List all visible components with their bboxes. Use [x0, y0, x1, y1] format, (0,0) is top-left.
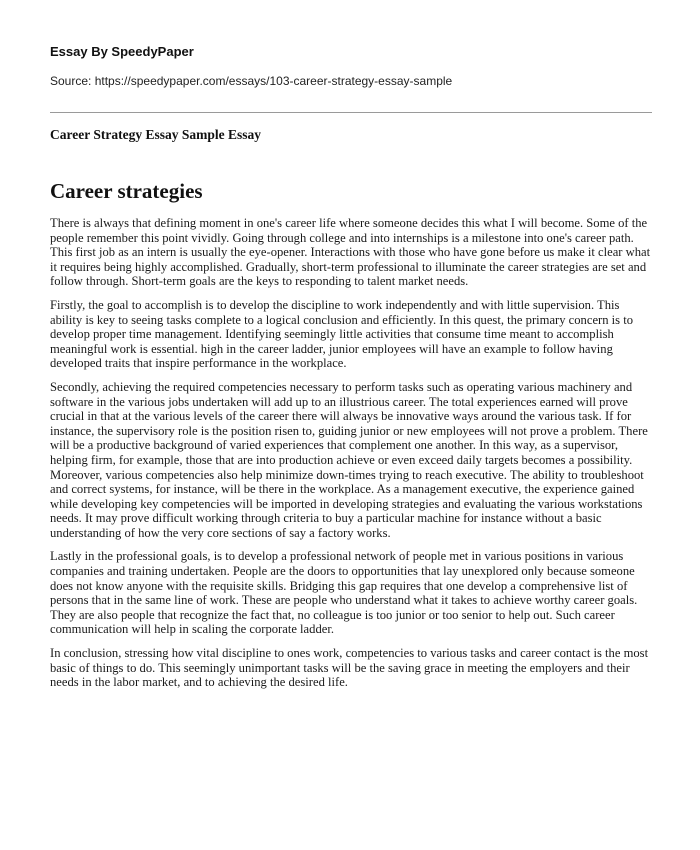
essay-paragraph: Firstly, the goal to accomplish is to develop the discipline to work independently and with little supervision. This ability is key to seeing tasks complete to a logical conclusion and efficiently. In this quest, the primary concern is to develop proper time management. Identifying seemingly little activities that consume time meant to accomplish meaningful work is essential. high in the career ladder, junior employees will have an example to follow having developed traits that inspire performance in the workplace. — [50, 297, 634, 371]
document-header — [50, 0, 652, 89]
essay-paragraph: Secondly, achieving the required competencies necessary to perform tasks such as operating various machinery and software in the various jobs undertaken will add up to an illustrious career. The total experiences earned will prove crucial in that at the various levels of the career there will always be innovative ways around the various task. If for instance, the supervisory role is the position risen to, guiding junior or new employees will not prove a problem. There will be a productive background of varied experiences that complement one another. In this way, as a supervisor, helping firm, for example, those that are into production achieve or even exceed daily targets becomes a possibility. Moreover, various competencies also help minimize down-times trying to reach executive. The ability to troubleshoot and correct systems, for instance, will be there in the workplace. As a management executive, the experience gained while developing key competencies will be imported in developing strategies and evaluating the various workstations needs. It may prove difficult working through criteria to buy a particular machine for instance without a basic understanding of how the very core sections of say a factory works. — [50, 379, 648, 540]
publisher-label: Essay By SpeedyPaper — [50, 44, 194, 59]
document-title: Career Strategy Essay Sample Essay — [50, 127, 261, 142]
essay-paragraph: Lastly in the professional goals, is to develop a professional network of people met in various positions in various companies and training undertaken. People are the doors to opportunities that lay unexplored only because someone does not know anyone with the requisite skills. Bridging this gap requires that one develop a comprehensive list of persons that in the same line of work. These are people who understand what it takes to achieve worthy career goals. They are also people that recognize the fact that, no colleague is too junior or too senior to help out. Such career communication will help in scaling the corporate ladder. — [50, 549, 638, 637]
essay-heading: Career strategies — [50, 179, 203, 203]
source-link[interactable]: https://speedypaper.com/essays/103-career-strategy-essay-sample — [94, 74, 453, 88]
source-label: Source: — [50, 74, 95, 88]
essay-paragraph: In conclusion, stressing how vital discipline to ones work, competencies to various tasks and career contact is the most basic of things to do. This seemingly unimportant tasks will be the saving grace in meeting the employers and their needs in the labor market, and to achieving the desired life. — [50, 646, 649, 690]
header-divider — [50, 112, 652, 113]
essay-paragraph: There is always that defining moment in one's career life where someone decides this what I will become. Some of the people remember this point vividly. Going through college and into internships is a milestone into one's career path. This first job as an intern is usually the eye-opener. Interactions with those who have gone before us make it clear what it requires being highly accomplished. Gradually, short-term professional to illuminate the career strategies are set and follow through. Short-term goals are the keys to responding to talent market needs. — [50, 216, 651, 289]
essay-body — [50, 216, 652, 690]
source-line — [50, 74, 652, 89]
